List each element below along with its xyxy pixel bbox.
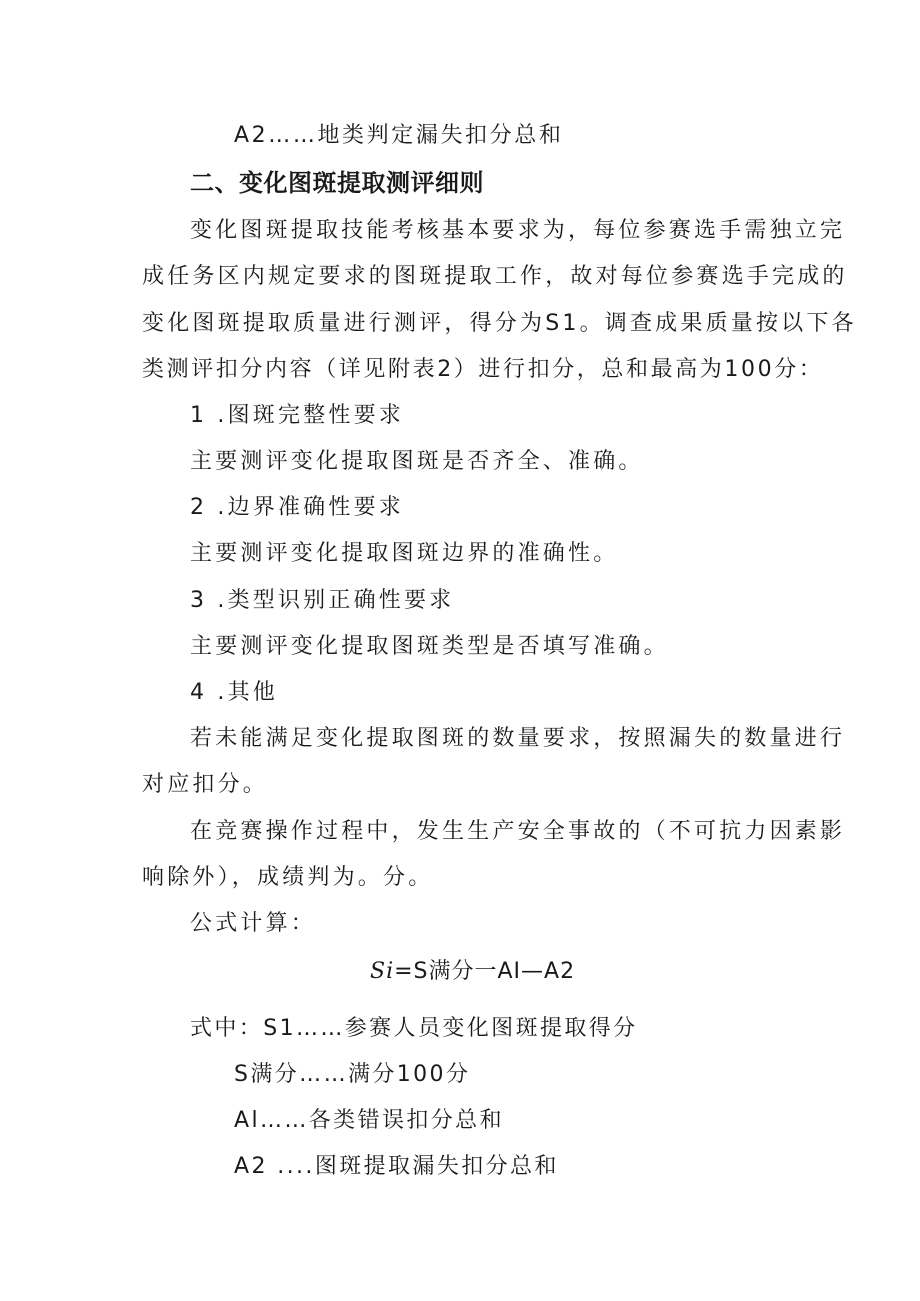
paragraph-line: 成任务区内规定要求的图斑提取工作，故对每位参赛选手完成的 xyxy=(142,264,848,289)
list-item-title: 3 .类型识别正确性要求 xyxy=(190,588,455,613)
definition-line: 式中：S1……参赛人员变化图斑提取得分 xyxy=(190,1016,638,1041)
formula xyxy=(370,957,575,987)
paragraph-line: 响除外），成绩判为。分。 xyxy=(142,865,434,890)
list-item-title: 1 .图斑完整性要求 xyxy=(190,403,404,428)
formula-rhs: =S满分一AI—A2 xyxy=(394,959,576,984)
list-item-desc: 主要测评变化提取图斑是否齐全、准确。 xyxy=(190,449,644,474)
paragraph-line: 变化图斑提取技能考核基本要求为，每位参赛选手需独立完 xyxy=(190,218,846,243)
list-item-desc: 主要测评变化提取图斑类型是否填写准确。 xyxy=(190,634,669,659)
definition-line: S满分……满分100分 xyxy=(234,1062,471,1087)
paragraph-line: 若未能满足变化提取图斑的数量要求，按照漏失的数量进行 xyxy=(190,726,846,751)
paragraph-line: 在竞赛操作过程中，发生生产安全事故的（不可抗力因素影 xyxy=(190,819,846,844)
list-item-title: 4 .其他 xyxy=(190,680,278,705)
paragraph-line: 类测评扣分内容（详见附表2）进行扣分，总和最高为100分： xyxy=(142,357,824,382)
definition-line: Al……各类错误扣分总和 xyxy=(234,1108,504,1133)
list-item-title: 2 .边界准确性要求 xyxy=(190,495,404,520)
text-line-a2-land-type: A2……地类判定漏失扣分总和 xyxy=(234,123,564,148)
section-heading: 二、变化图斑提取测评细则 xyxy=(190,169,484,197)
formula-lhs: Si xyxy=(370,959,395,984)
paragraph-line: 对应扣分。 xyxy=(142,772,269,797)
definition-line: A2 ....图斑提取漏失扣分总和 xyxy=(234,1154,559,1179)
formula-intro: 公式计算： xyxy=(190,911,317,936)
paragraph-line: 变化图斑提取质量进行测评，得分为S1。调查成果质量按以下各 xyxy=(142,311,857,336)
list-item-desc: 主要测评变化提取图斑边界的准确性。 xyxy=(190,541,619,566)
